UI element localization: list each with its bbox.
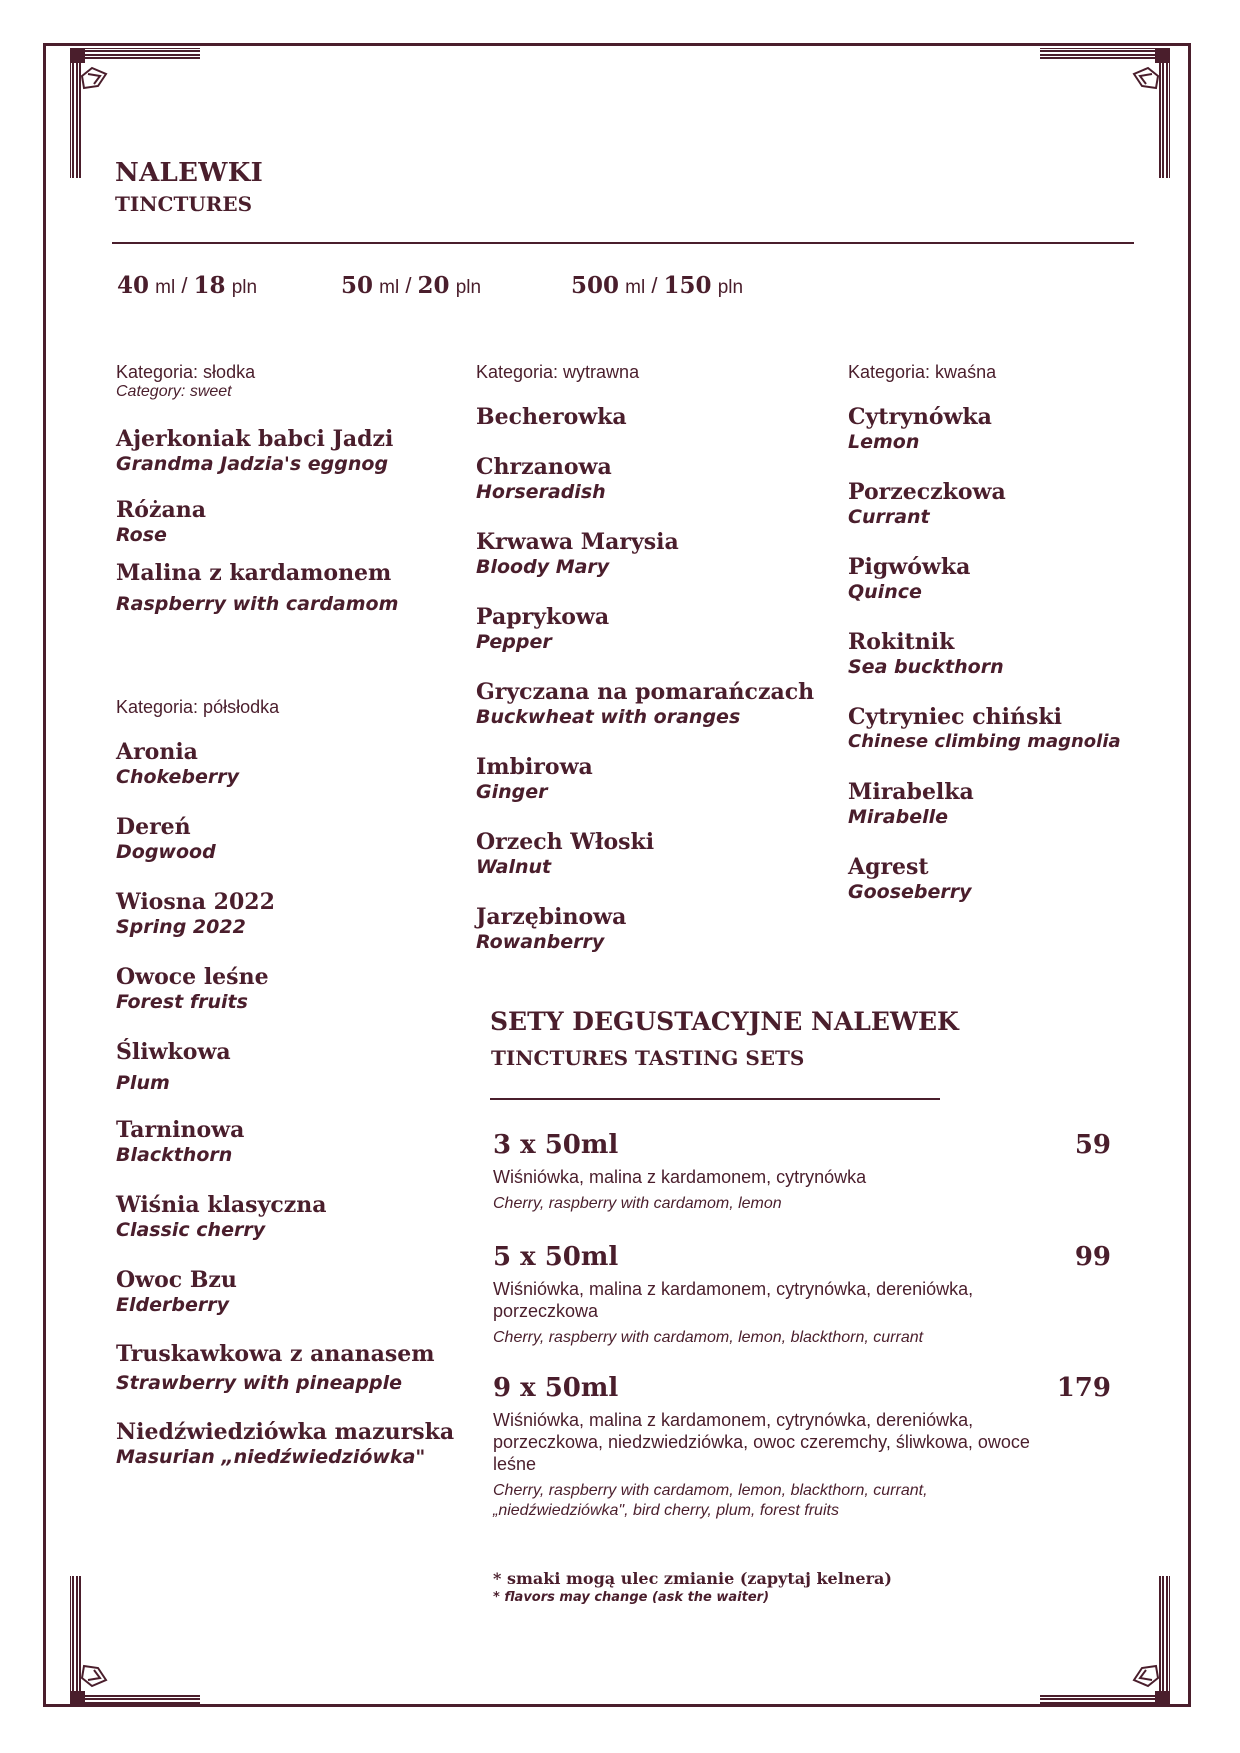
category-label-en: Category: sweet <box>116 383 232 400</box>
list-item: Wiśnia klasyczna Classic cherry <box>116 1192 327 1241</box>
list-item: Jarzębinowa Rowanberry <box>476 904 627 953</box>
list-item: Malina z kardamonem Raspberry with cardamom <box>116 560 399 615</box>
header-divider <box>112 242 1134 244</box>
list-item: Śliwkowa Plum <box>116 1039 231 1094</box>
category-sweet <box>116 362 456 402</box>
set-name: 5 x 50ml <box>493 1242 619 1272</box>
sets-divider <box>490 1098 940 1100</box>
list-item: Różana Rose <box>116 497 206 546</box>
category-sour-label: Kategoria: kwaśna <box>848 362 997 382</box>
list-item: Gryczana na pomarańczach Buckwheat with oranges <box>476 679 815 728</box>
set-item: 3 x 50ml 59 Wiśniówka, malina z kardamonem, cytrynówka Cherry, raspberry with cardamom, lemon <box>493 1130 1111 1212</box>
list-item: Porzeczkowa Currant <box>848 479 1006 528</box>
note-en: * flavors may change (ask the waiter) <box>493 1590 770 1605</box>
list-item: Dereń Dogwood <box>116 814 216 863</box>
list-item: Ajerkoniak babci Jadzi Grandma Jadzia's eggnog <box>116 426 394 475</box>
list-item: Truskawkowa z ananasem Strawberry with pineapple <box>116 1341 435 1394</box>
list-item: Agrest Gooseberry <box>848 854 972 903</box>
sets-title: SETY DEGUSTACYJNE NALEWEK <box>490 1007 959 1036</box>
list-item: Aronia Chokeberry <box>116 739 239 788</box>
list-item: Krwawa Marysia Bloody Mary <box>476 529 679 578</box>
price-option: 500 ml / 150 pln <box>571 272 744 299</box>
note-pl: * smaki mogą ulec zmianie (zapytaj kelnera) <box>493 1569 892 1588</box>
page-title: NALEWKI <box>115 158 264 188</box>
set-price: 179 <box>1056 1373 1111 1403</box>
list-item: Becherowka <box>476 404 627 430</box>
list-item: Niedźwiedziówka mazurska Masurian „niedźwiedziówka" <box>116 1419 455 1468</box>
corner-ornament-icon <box>1040 1576 1170 1706</box>
list-item: Mirabelka Mirabelle <box>848 779 974 828</box>
list-item: Tarninowa Blackthorn <box>116 1117 245 1166</box>
list-item: Orzech Włoski Walnut <box>476 829 655 878</box>
price-option: 40 ml / 18 pln <box>117 272 258 299</box>
corner-ornament-icon <box>1040 48 1170 178</box>
category-semisweet-label: Kategoria: półsłodka <box>116 697 280 717</box>
set-name: 9 x 50ml <box>493 1373 619 1403</box>
list-item: Wiosna 2022 Spring 2022 <box>116 889 275 938</box>
set-price: 99 <box>1074 1242 1111 1272</box>
list-item: Rokitnik Sea buckthorn <box>848 629 1004 678</box>
set-price: 59 <box>1074 1130 1111 1160</box>
list-item: Chrzanowa Horseradish <box>476 454 612 503</box>
corner-ornament-icon <box>70 1576 200 1706</box>
set-item: 5 x 50ml 99 Wiśniówka, malina z kardamonem, cytrynówka, dereniówka, porzeczkowa Cherry, raspberry with cardamom, lemon, blackthorn, currant <box>493 1242 1111 1346</box>
sets-subtitle: TINCTURES TASTING SETS <box>491 1046 805 1070</box>
page-subtitle: TINCTURES <box>115 192 253 216</box>
category-dry-label: Kategoria: wytrawna <box>476 362 640 382</box>
list-item: Cytrynówka Lemon <box>848 404 992 453</box>
list-item: Imbirowa Ginger <box>476 754 593 803</box>
list-item: Cytryniec chiński Chinese climbing magnolia <box>848 704 1121 752</box>
price-option: 50 ml / 20 pln <box>341 272 482 299</box>
list-item: Owoc Bzu Elderberry <box>116 1267 237 1316</box>
set-item: 9 x 50ml 179 Wiśniówka, malina z kardamonem, cytrynówka, dereniówka, porzeczkowa, niedzwiedziówka, owoc czeremchy, śliwkowa, owoce leśne Cherry, raspberry with cardamom, lemon, blackthorn, currant, „niedźwiedziówka", bird cherry, plum, forest fruits <box>493 1373 1111 1519</box>
list-item: Pigwówka Quince <box>848 554 971 603</box>
category-label: Kategoria: słodka <box>116 362 256 382</box>
list-item: Owoce leśne Forest fruits <box>116 964 269 1013</box>
set-name: 3 x 50ml <box>493 1130 619 1160</box>
list-item: Paprykowa Pepper <box>476 604 610 653</box>
